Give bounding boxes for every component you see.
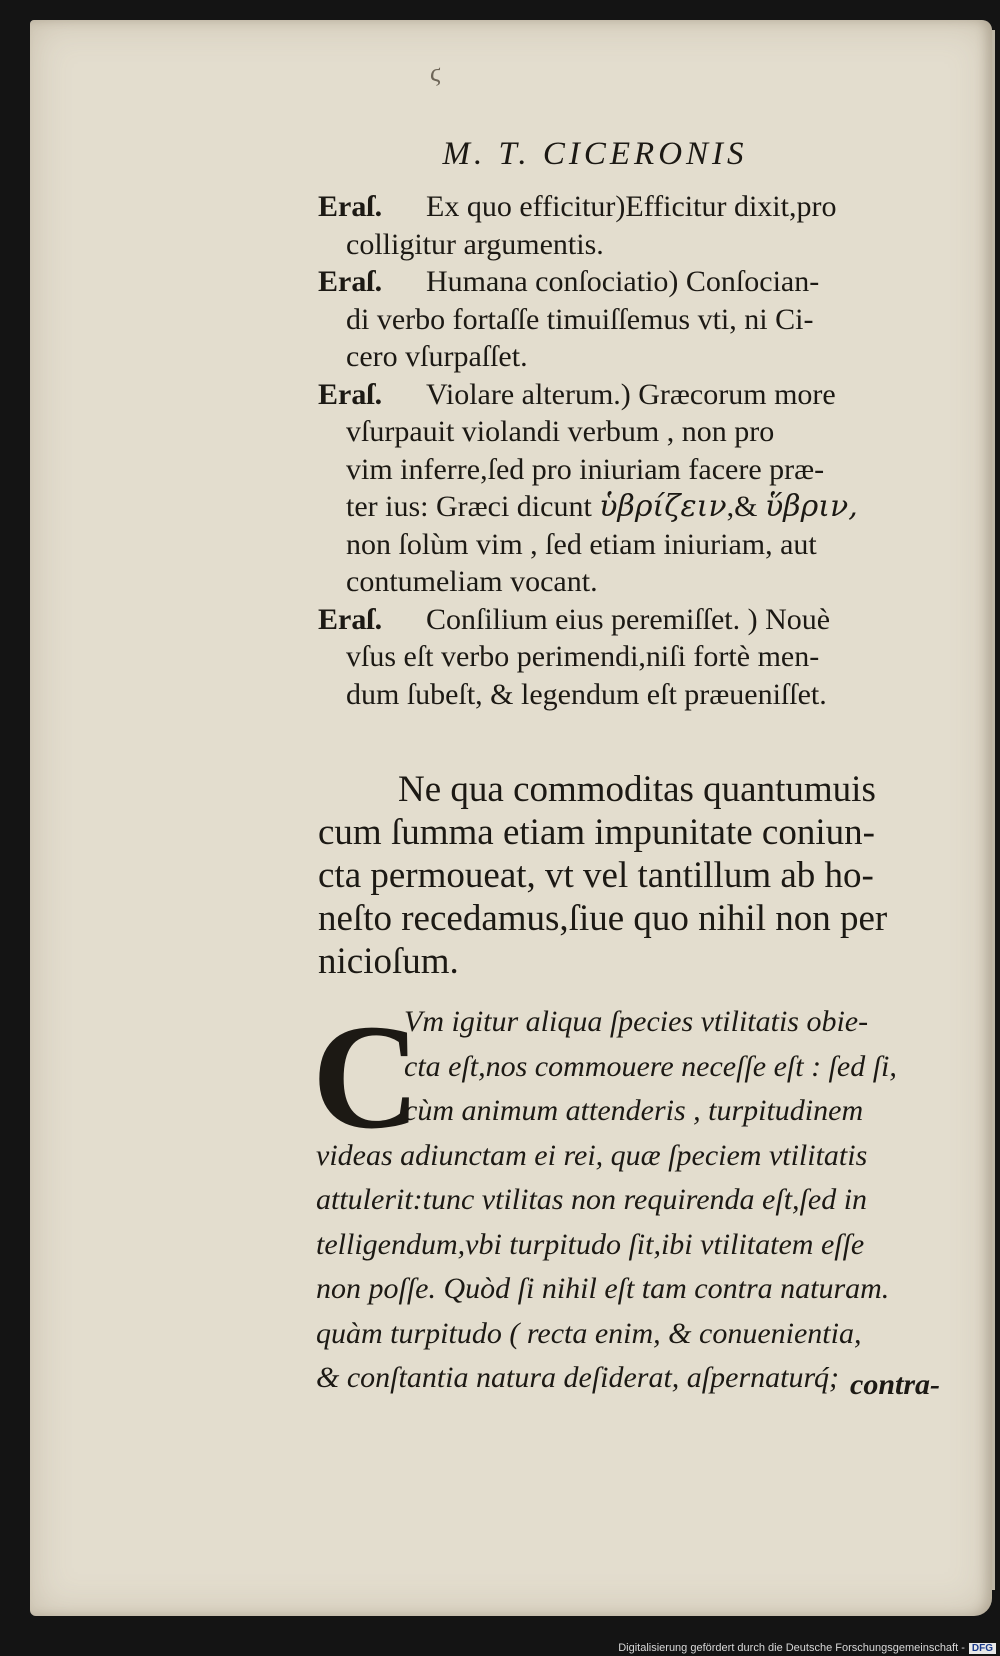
note-line: non ſolùm vim , ſed etiam iniuriam, aut [346, 527, 817, 561]
body-line: attulerit:tunc vtilitas non requirenda eſt,ſed in [316, 1183, 868, 1216]
body-line: quàm turpitudo ( recta enim, & conuenientia, [316, 1316, 862, 1350]
note-erasmus-4 [318, 601, 950, 714]
note-line-greek [318, 488, 950, 526]
body-line: non poſſe. Quòd ſi nihil eſt tam contra naturam. [316, 1272, 890, 1305]
note-line: vim inferre,ſed pro iniuriam facere præ- [346, 452, 825, 486]
note-line: di verbo fortaſſe timuiſſemus vti, ni Ci- [346, 302, 814, 336]
note-label: Eraſ. [318, 602, 383, 636]
note-line: dum ſubeſt, & legendum eſt præueniſſet. [346, 677, 827, 711]
body-line: telligendum,vbi turpitudo ſit,ibi vtilitatem eſſe [316, 1227, 865, 1261]
greek-word: ὑβρίζειν [599, 489, 727, 524]
dfg-logo: DFG [969, 1643, 996, 1654]
note-line: Ex quo efficitur)Efficitur dixit,pro [426, 190, 837, 223]
body-paragraph [316, 1000, 952, 1401]
heading-line: neſto recedamus,ſiue quo nihil non per [318, 898, 888, 939]
note-line: Humana conſociatio) Conſocian- [426, 265, 820, 298]
note-line: vſurpauit violandi verbum , non pro [346, 415, 775, 448]
heading-line: cum ſumma etiam impunitate coniun- [318, 812, 875, 853]
body-line: videas adiunctam ei rei, quæ ſpeciem vtilitatis [316, 1138, 868, 1172]
body-line: & conſtantia natura deſiderat, aſpernaturq́; [316, 1361, 840, 1394]
body-line: Vm igitur aliqua ſpecies vtilitatis obie- [404, 1005, 869, 1038]
page-mark: ϛ [430, 58, 441, 87]
digitization-credit [618, 1642, 996, 1654]
note-erasmus-2 [318, 263, 950, 376]
note-line: cero vſurpaſſet. [346, 340, 528, 373]
body-line: cta eſt,nos commouere neceſſe eſt : ſed ſi, [404, 1049, 897, 1083]
note-line: Violare alterum.) Græcorum more [426, 377, 836, 411]
catchword: contra- [850, 1368, 940, 1401]
heading-line: cta permoueat, vt vel tantillum ab ho- [318, 855, 874, 896]
note-label: Eraſ. [318, 265, 383, 298]
note-erasmus-1 [318, 188, 950, 263]
note-line: contumeliam vocant. [346, 565, 598, 598]
section-heading [318, 768, 950, 983]
note-line: vſus eſt verbo perimendi,niſi fortè men- [346, 640, 820, 673]
heading-line: nicioſum. [318, 941, 459, 982]
note-text: ,& [726, 490, 765, 523]
heading-line: Ne qua commoditas quantumuis [398, 769, 876, 810]
commentary-notes [318, 188, 950, 713]
note-erasmus-3 [318, 376, 950, 601]
note-line: colligitur argumentis. [346, 227, 604, 261]
drop-cap: C [312, 994, 421, 1160]
note-label: Eraſ. [318, 377, 383, 411]
note-text: ter ius: Græci dicunt [346, 490, 600, 523]
body-line: cùm animum attenderis , turpitudinem [404, 1094, 864, 1127]
credit-text: Digitalisierung gefördert durch die Deutsche Forschungsgemeinschaft - [618, 1642, 965, 1654]
running-head: M. T. CICERONIS [442, 136, 748, 172]
note-line: Conſilium eius peremiſſet. ) Nouè [426, 602, 831, 636]
greek-word: ὕβριν, [764, 489, 858, 524]
note-label: Eraſ. [318, 190, 383, 223]
